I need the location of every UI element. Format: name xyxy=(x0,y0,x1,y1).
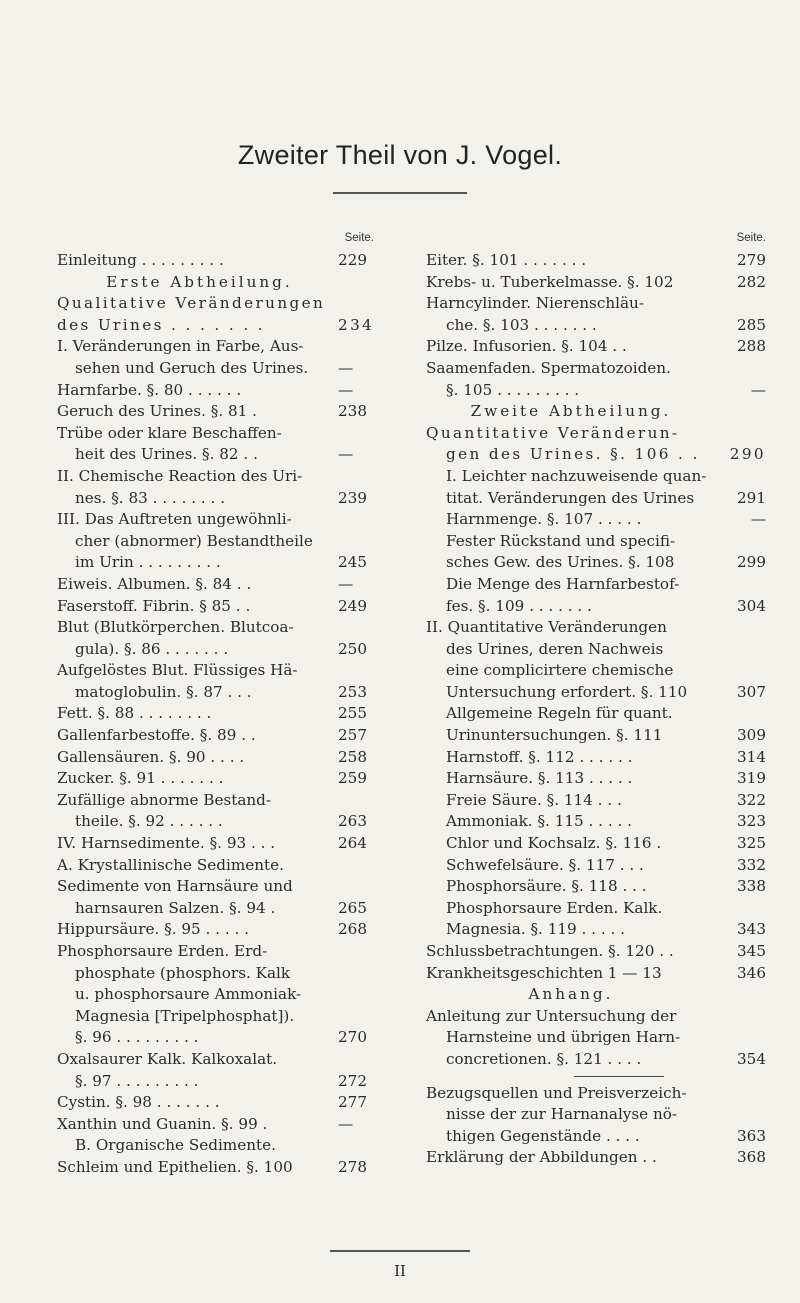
toc-page-number: 245 xyxy=(338,553,367,572)
toc-entry-text: Harncylinder. Nierenschläu- xyxy=(426,294,644,313)
section-divider xyxy=(574,1076,664,1077)
toc-entry xyxy=(57,488,402,510)
toc-entry xyxy=(426,790,766,812)
toc-entry xyxy=(426,725,766,747)
toc-page-number: 238 xyxy=(338,402,367,421)
toc-entry xyxy=(426,1006,766,1028)
toc-entry xyxy=(57,833,402,855)
toc-entry-text: Qualitative Veränderungen xyxy=(57,294,326,313)
toc-entry xyxy=(426,596,766,618)
toc-entry xyxy=(57,660,402,682)
seite-header-right: Seite. xyxy=(736,232,766,244)
toc-entry xyxy=(426,1049,766,1071)
toc-entry xyxy=(57,639,402,661)
toc-entry-text: Pilze. Infusorien. §. 104 . . xyxy=(426,337,627,356)
toc-page-number: 259 xyxy=(338,769,367,788)
toc-page-number: — xyxy=(338,358,354,377)
toc-entry-text: Phosphorsäure. §. 118 . . . xyxy=(446,877,647,896)
toc-entry xyxy=(57,617,402,639)
toc-entry-text: Krebs- u. Tuberkelmasse. §. 102 xyxy=(426,272,674,291)
toc-entry-text: Quantitative Veränderun- xyxy=(426,423,680,442)
toc-entry-text: Anhang. xyxy=(528,985,614,1004)
toc-entry-text: Anleitung zur Untersuchung der xyxy=(426,1006,677,1025)
toc-entry-text: Harnmenge. §. 107 . . . . . xyxy=(446,510,642,529)
toc-column-right xyxy=(426,232,766,1169)
toc-entry xyxy=(426,488,766,510)
toc-page-number: 343 xyxy=(737,920,766,939)
toc-page-number: — xyxy=(750,510,766,529)
toc-entry xyxy=(57,1157,402,1179)
toc-page-number: 277 xyxy=(338,1093,367,1112)
toc-entry xyxy=(426,315,766,337)
toc-entry-text: Magnesia. §. 119 . . . . . xyxy=(446,920,625,939)
toc-entry xyxy=(57,790,402,812)
toc-entry xyxy=(57,725,402,747)
toc-entry-text: sehen und Geruch des Urines. xyxy=(75,358,309,377)
toc-entry-text: Faserstoff. Fibrin. § 85 . . xyxy=(57,596,251,615)
page-number: II xyxy=(394,1262,406,1280)
toc-entry xyxy=(57,1027,402,1049)
toc-entry xyxy=(426,466,766,488)
toc-page-number: 258 xyxy=(338,747,367,766)
toc-entry-text: Trübe oder klare Beschaffen- xyxy=(57,423,282,442)
toc-entry xyxy=(57,984,402,1006)
toc-entry-text: Harnsäure. §. 113 . . . . . xyxy=(446,769,633,788)
toc-page-number: — xyxy=(338,445,354,464)
toc-entry-text: Ammoniak. §. 115 . . . . . xyxy=(446,812,632,831)
toc-entry xyxy=(57,444,402,466)
toc-page-number: 239 xyxy=(338,488,367,507)
toc-entry-text: Urinuntersuchungen. §. 111 xyxy=(446,726,663,745)
toc-entry xyxy=(426,617,766,639)
toc-entry xyxy=(57,250,402,272)
toc-entry xyxy=(426,768,766,790)
toc-entry xyxy=(57,1049,402,1071)
toc-page-number: 307 xyxy=(737,682,766,701)
toc-entry-text: fes. §. 109 . . . . . . . xyxy=(446,596,592,615)
toc-entry xyxy=(426,941,766,963)
toc-entry xyxy=(426,855,766,877)
toc-entry xyxy=(426,682,766,704)
toc-entry-text: Bezugsquellen und Preisverzeich- xyxy=(426,1083,687,1102)
toc-entry xyxy=(426,811,766,833)
toc-entry-text: nes. §. 83 . . . . . . . . xyxy=(75,488,226,507)
toc-entry xyxy=(426,509,766,531)
toc-page-number: 325 xyxy=(737,834,766,853)
toc-entry-text: Saamenfaden. Spermatozoiden. xyxy=(426,358,671,377)
toc-entry-text: Krankheitsgeschichten 1 — 13 xyxy=(426,963,662,982)
toc-entry-text: Freie Säure. §. 114 . . . xyxy=(446,790,622,809)
toc-page-number: 314 xyxy=(737,747,766,766)
toc-entry-text: Magnesia [Tripelphosphat]). xyxy=(75,1006,295,1025)
toc-entry xyxy=(57,811,402,833)
toc-page-number: 290 xyxy=(729,445,766,464)
toc-entry-text: Aufgelöstes Blut. Flüssiges Hä- xyxy=(57,661,298,680)
toc-entry xyxy=(426,423,766,445)
toc-entry-text: Schleim und Epithelien. §. 100 xyxy=(57,1157,293,1176)
toc-entry-text: heit des Urines. §. 82 . . xyxy=(75,445,258,464)
toc-page-number: 299 xyxy=(737,553,766,572)
toc-page-number: 285 xyxy=(737,315,766,334)
toc-entry xyxy=(57,919,402,941)
toc-entry xyxy=(426,876,766,898)
toc-entry-text: Einleitung . . . . . . . . . xyxy=(57,251,224,269)
toc-entry-text: phosphate (phosphors. Kalk xyxy=(75,963,291,982)
toc-entry-text: Cystin. §. 98 . . . . . . . xyxy=(57,1093,220,1112)
toc-page-number: 323 xyxy=(737,812,766,831)
toc-entry-text: Untersuchung erfordert. §. 110 xyxy=(446,682,688,701)
toc-entry-text: §. 105 . . . . . . . . . xyxy=(446,380,580,399)
toc-page-number: 250 xyxy=(338,639,367,658)
seite-header-left: Seite. xyxy=(344,232,374,244)
section-heading xyxy=(57,272,402,294)
toc-entry xyxy=(57,1114,402,1136)
toc-page-number: 282 xyxy=(737,272,766,291)
toc-page-number: 354 xyxy=(737,1049,766,1068)
toc-entry-text: Erste Abtheilung. xyxy=(106,272,293,291)
toc-entry xyxy=(57,596,402,618)
toc-entry-text: Harnfarbe. §. 80 . . . . . . xyxy=(57,380,242,399)
toc-entry-text: Schwefelsäure. §. 117 . . . xyxy=(446,855,644,874)
toc-entry-text: Fett. §. 88 . . . . . . . . xyxy=(57,704,212,723)
toc-page-number: 332 xyxy=(737,855,766,874)
toc-entry-text: Geruch des Urines. §. 81 . xyxy=(57,402,257,421)
toc-page-number: 288 xyxy=(737,337,766,356)
toc-page-number: 338 xyxy=(737,877,766,896)
toc-page-number: 291 xyxy=(737,488,766,507)
toc-entry-text: III. Das Auftreten ungewöhnli- xyxy=(57,510,292,529)
toc-entry xyxy=(57,574,402,596)
toc-entry-text: §. 97 . . . . . . . . . xyxy=(75,1071,199,1090)
toc-entry-text: Harnsteine und übrigen Harn- xyxy=(446,1028,681,1047)
toc-entry-text: I. Veränderungen in Farbe, Aus- xyxy=(57,337,304,356)
toc-entry xyxy=(57,358,402,380)
toc-page-number: 368 xyxy=(737,1148,766,1167)
toc-entry xyxy=(57,1135,402,1157)
toc-entry-text: Erklärung der Abbildungen . . xyxy=(426,1148,657,1167)
toc-page-number: 309 xyxy=(737,726,766,745)
toc-entry-text: Phosphorsaure Erden. Erd- xyxy=(57,942,268,960)
toc-entry-text: Oxalsaurer Kalk. Kalkoxalat. xyxy=(57,1049,278,1068)
toc-page-number: 322 xyxy=(737,790,766,809)
toc-entry-text: Blut (Blutkörperchen. Blutcoa- xyxy=(57,618,294,637)
toc-entry xyxy=(57,703,402,725)
toc-entry xyxy=(57,401,402,423)
toc-page-number: 253 xyxy=(338,682,367,701)
toc-entry xyxy=(57,855,402,877)
toc-entry xyxy=(426,574,766,596)
toc-entry xyxy=(57,747,402,769)
toc-entry xyxy=(57,1092,402,1114)
toc-entry xyxy=(57,552,402,574)
toc-entry xyxy=(57,768,402,790)
toc-entry-text: gen des Urines. §. 106 . . xyxy=(446,445,700,464)
toc-entry-text: Zucker. §. 91 . . . . . . . xyxy=(57,769,224,788)
toc-entry-text: II. Quantitative Veränderungen xyxy=(426,618,667,637)
toc-entry-text: thigen Gegenstände . . . . xyxy=(446,1126,640,1145)
toc-entry xyxy=(57,941,402,963)
toc-entry-text: §. 96 . . . . . . . . . xyxy=(75,1028,199,1047)
toc-entry xyxy=(426,898,766,920)
toc-entry xyxy=(426,1126,766,1148)
toc-entry-text: cher (abnormer) Bestandtheile xyxy=(75,531,313,550)
toc-page-number: 363 xyxy=(737,1126,766,1145)
toc-entry-text: Eiweis. Albumen. §. 84 . . xyxy=(57,574,252,593)
toc-entry xyxy=(57,876,402,898)
toc-entry xyxy=(426,272,766,294)
toc-entry xyxy=(57,898,402,920)
toc-entry xyxy=(57,531,402,553)
toc-entry-text: Xanthin und Guanin. §. 99 . xyxy=(57,1114,268,1133)
toc-entry xyxy=(57,963,402,985)
toc-page-number: 319 xyxy=(737,769,766,788)
toc-entry-text: theile. §. 92 . . . . . . xyxy=(75,812,223,831)
toc-page-number: 234 xyxy=(338,315,375,334)
toc-entry-text: Zufällige abnorme Bestand- xyxy=(57,790,272,809)
toc-page-number: 279 xyxy=(737,251,766,269)
toc-entry xyxy=(57,1006,402,1028)
toc-entry-text: Gallenfarbestoffe. §. 89 . . xyxy=(57,726,256,745)
toc-entry-text: Harnstoff. §. 112 . . . . . . xyxy=(446,747,633,766)
toc-entry xyxy=(426,293,766,315)
toc-entry-text: u. phosphorsaure Ammoniak- xyxy=(75,985,302,1004)
toc-entry xyxy=(426,660,766,682)
toc-page-number: 249 xyxy=(338,596,367,615)
toc-entry-text: I. Leichter nachzuweisende quan- xyxy=(446,466,707,485)
toc-entry-text: im Urin . . . . . . . . . xyxy=(75,553,221,572)
section-heading xyxy=(426,984,766,1006)
toc-entry-text: matoglobulin. §. 87 . . . xyxy=(75,682,252,701)
toc-page-number: — xyxy=(750,380,766,399)
toc-page-number: 278 xyxy=(338,1157,367,1176)
toc-entry-text: Die Menge des Harnfarbestof- xyxy=(446,574,680,593)
toc-entry-text: B. Organische Sedimente. xyxy=(75,1136,276,1155)
toc-entry xyxy=(426,336,766,358)
toc-entry xyxy=(426,703,766,725)
toc-entry-text: Zweite Abtheilung. xyxy=(470,402,672,421)
toc-page-number: 255 xyxy=(338,704,367,723)
toc-entry xyxy=(426,639,766,661)
toc-entry xyxy=(57,380,402,402)
toc-entry xyxy=(57,336,402,358)
toc-entry xyxy=(426,963,766,985)
toc-page-number: 304 xyxy=(737,596,766,615)
toc-page-number: 268 xyxy=(338,920,367,939)
toc-entry xyxy=(57,423,402,445)
toc-page-number: 263 xyxy=(338,812,367,831)
section-heading xyxy=(426,401,766,423)
toc-entry xyxy=(426,833,766,855)
toc-page-number: 270 xyxy=(338,1028,367,1047)
toc-entry-text: Schlussbetrachtungen. §. 120 . . xyxy=(426,942,674,960)
toc-entry-text: des Urines . . . . . . . xyxy=(57,315,265,334)
toc-entry xyxy=(57,315,402,337)
toc-entry-text: Allgemeine Regeln für quant. xyxy=(446,704,673,723)
toc-entry xyxy=(57,466,402,488)
toc-entry-text: A. Krystallinische Sedimente. xyxy=(57,855,284,874)
toc-entry xyxy=(426,444,766,466)
toc-column-left xyxy=(57,232,402,1179)
page-title: Zweiter Theil von J. Vogel. xyxy=(237,140,563,170)
toc-entry-text: che. §. 103 . . . . . . . xyxy=(446,315,597,334)
toc-page-number: 229 xyxy=(338,251,367,269)
toc-entry-text: des Urines, deren Nachweis xyxy=(446,639,664,658)
toc-entry xyxy=(426,1027,766,1049)
toc-entry-text: harnsauren Salzen. §. 94 . xyxy=(75,898,276,917)
toc-entry-text: nisse der zur Harnanalyse nö- xyxy=(446,1105,678,1124)
toc-page-number: 346 xyxy=(737,963,766,982)
toc-entry xyxy=(57,1071,402,1093)
toc-entry xyxy=(426,1147,766,1169)
toc-page-number: 345 xyxy=(737,942,766,960)
toc-page-number: — xyxy=(338,380,354,399)
toc-entry-text: Phosphorsaure Erden. Kalk. xyxy=(446,898,663,917)
toc-entry xyxy=(426,747,766,769)
toc-entry-text: Fester Rückstand und specifi- xyxy=(446,531,676,550)
toc-entry-text: Hippursäure. §. 95 . . . . . xyxy=(57,920,249,939)
toc-entry-text: titat. Veränderungen des Urines xyxy=(446,488,695,507)
toc-entry xyxy=(57,682,402,704)
toc-entry-text: Gallensäuren. §. 90 . . . . xyxy=(57,747,245,766)
toc-entry-text: gula). §. 86 . . . . . . . xyxy=(75,639,229,658)
toc-entry xyxy=(426,1104,766,1126)
toc-entry xyxy=(426,380,766,402)
title-divider xyxy=(333,192,467,194)
toc-entry-text: IV. Harnsedimente. §. 93 . . . xyxy=(57,834,276,853)
toc-page-number: — xyxy=(338,574,354,593)
bottom-divider xyxy=(330,1250,470,1252)
toc-page-number: 272 xyxy=(338,1071,367,1090)
toc-entry xyxy=(57,509,402,531)
toc-entry-text: sches Gew. des Urines. §. 108 xyxy=(446,553,675,572)
toc-page-number: 257 xyxy=(338,726,367,745)
toc-entry xyxy=(426,1083,766,1105)
toc-entry-text: Sedimente von Harnsäure und xyxy=(57,877,293,896)
toc-entry xyxy=(426,552,766,574)
toc-entry xyxy=(426,531,766,553)
toc-entry xyxy=(426,358,766,380)
toc-page-number: — xyxy=(338,1114,354,1133)
toc-page-number: 265 xyxy=(338,898,367,917)
toc-entry-text: concretionen. §. 121 . . . . xyxy=(446,1049,642,1068)
toc-entry xyxy=(426,250,766,272)
toc-entry-text: II. Chemische Reaction des Uri- xyxy=(57,466,303,485)
toc-entry-text: Eiter. §. 101 . . . . . . . xyxy=(426,251,587,269)
toc-entry xyxy=(57,293,402,315)
toc-page-number: 264 xyxy=(338,834,367,853)
toc-entry xyxy=(426,919,766,941)
toc-entry-text: eine complicirtere chemische xyxy=(446,661,674,680)
toc-entry-text: Chlor und Kochsalz. §. 116 . xyxy=(446,834,662,853)
